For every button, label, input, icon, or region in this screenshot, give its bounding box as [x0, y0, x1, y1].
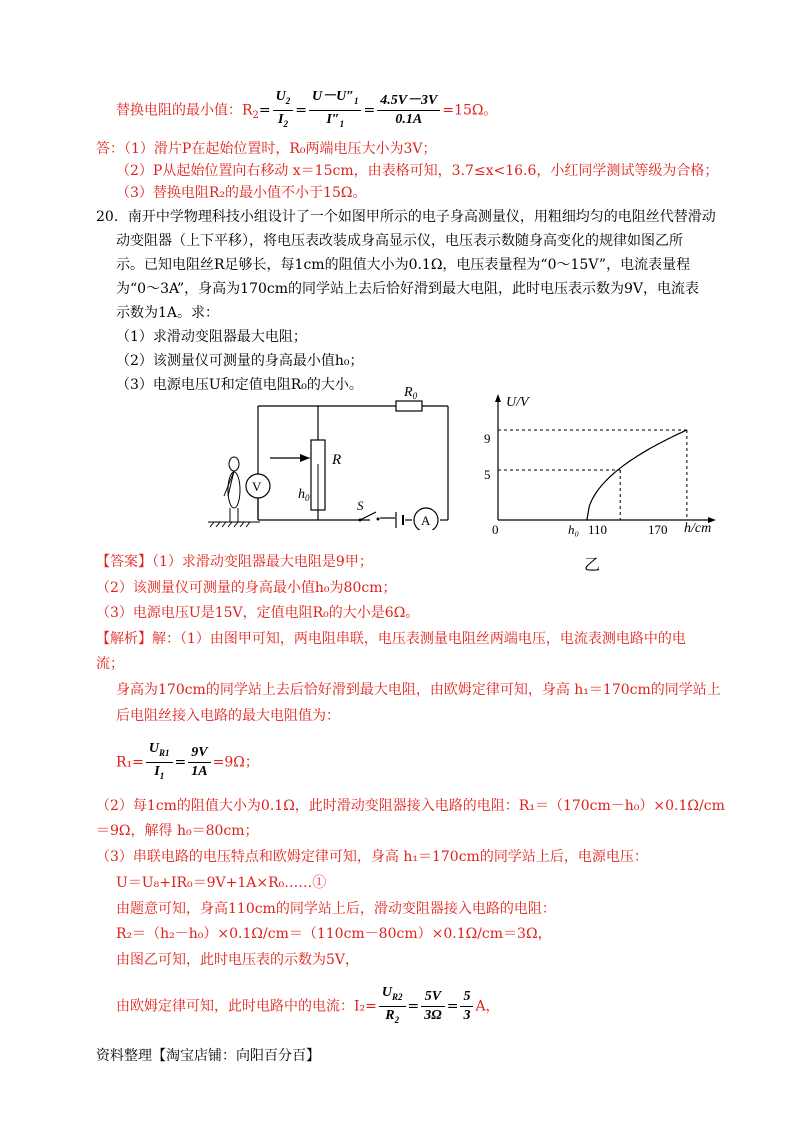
h0-label: $h_0$: [298, 487, 310, 503]
fraction-numeric: [377, 92, 440, 129]
frac-num: 5: [460, 988, 473, 1007]
ground-hatch: [208, 522, 260, 527]
sub: 2: [252, 110, 259, 122]
x-axis-label: h/cm: [684, 521, 712, 536]
frac-den-sub: 1: [159, 770, 165, 781]
fraction-ur2-r2: [379, 984, 406, 1029]
frac-num: U: [275, 89, 286, 104]
r1-result: =9Ω；: [212, 754, 259, 771]
ammeter-label: A: [421, 513, 431, 528]
fraction-5v-3ohm: [421, 988, 444, 1025]
question-20-line-4: 为“0～3A”，身高为170cm的同学站上去后恰好滑到最大电阻，此时电压表示数为9V，电流表: [116, 281, 700, 297]
part-2-line-2: ＝9Ω，解得 h₀＝80cm；: [96, 823, 259, 839]
frac-den-sub: 2: [394, 1014, 400, 1025]
question-20-line-2: 动变阻器（上下平移），将电压表改装成身高显示仪，电压表示数随身高变化的规律如图乙所: [116, 233, 683, 249]
frac-den: 3Ω: [424, 1007, 442, 1023]
fraction-ur1-i1: [146, 740, 173, 785]
min-resistance-result: =15Ω。: [442, 102, 498, 119]
x-tick-170: 170: [648, 522, 668, 537]
switch-blade: [360, 512, 376, 520]
frac-num: U: [148, 741, 160, 756]
frac-num: U: [381, 985, 392, 1000]
r1-label: R₁=: [116, 754, 144, 771]
r0-resistor: [396, 401, 422, 411]
frac-den: I: [154, 763, 160, 779]
part-3-line-5: 由图乙可知，此时电压表的示数为5V，: [116, 952, 360, 968]
i2-formula: 由欧姆定律可知，此时电路中的电流：I₂= $\frac{U_{R2}}{R_2}$ = $\frac{5V}{3\Omega}$ = $\frac{5}{3}$ A，: [116, 984, 500, 1029]
graph-caption: 乙: [584, 557, 601, 574]
analysis-line-1: 【解析】解：（1）由图甲可知，两电阻串联，电压表测量电阻丝两端电压，电流表测电路中的电: [96, 631, 686, 647]
part-3-line-3: 由题意可知，身高110cm的同学站上后，滑动变阻器接入电路的电阻：: [116, 901, 556, 917]
question-20-line-3: 示。已知电阻丝R足够长，每1cm的阻值大小为0.1Ω，电压表量程为“0～15V”，电流表量程: [116, 257, 691, 273]
sub-question-3: （3）电源电压U和定值电阻R₀的大小。: [116, 377, 363, 393]
frac-den: 1A: [191, 763, 208, 779]
answer-prev-line-1: 答：（1）滑片P在起始位置时，R₀两端电压大小为3V；: [96, 141, 437, 157]
y-tick-9: 9: [484, 431, 491, 446]
fraction-u2-i2: [273, 88, 294, 133]
frac-den: 0.1A: [395, 111, 423, 127]
r1-formula: R₁= $\frac{U_{R1}}{I_1}$ = $\frac{9V}{1A}$ =9Ω；: [116, 740, 259, 785]
y-axis-arrow-icon: [495, 394, 501, 402]
analysis-line-2: 流；: [96, 656, 124, 672]
frac-num: 5V: [421, 988, 444, 1007]
frac-den-sub: 2: [283, 118, 288, 129]
frac-num-sub: R2: [392, 991, 403, 1002]
frac-den: 3: [463, 1007, 471, 1023]
answer-prev-line-3: （3）替换电阻R₂的最小值不小于15Ω。: [116, 185, 367, 201]
frac-den: I″: [326, 111, 340, 127]
frac-den: R: [385, 1007, 395, 1023]
part-2-line-1: （2）每1cm的阻值大小为0.1Ω，此时滑动变阻器接入电路的电阻：R₁＝（170cm－h₀）×0.1Ω/cm: [96, 798, 725, 814]
y-tick-5: 5: [484, 467, 491, 482]
y-axis-label: U/V: [506, 395, 529, 410]
analysis-line-3: 身高为170cm的同学站上去后恰好滑到最大电阻，由欧姆定律可知，身高 h₁＝170cm的同学站上: [116, 682, 721, 698]
x-tick-origin: 0: [492, 522, 499, 537]
voltmeter-label: V: [252, 479, 262, 494]
min-resistance-label: 替换电阻的最小值：R: [116, 102, 253, 119]
circuit-diagram: [200, 380, 460, 530]
fraction-9v-1a: [188, 744, 210, 781]
x-tick-h0: h₀: [568, 522, 580, 537]
x-tick-110: 110: [588, 522, 608, 537]
voltage-curve: [587, 430, 687, 520]
person-icon: [224, 457, 240, 522]
frac-num-sub: R1: [159, 747, 170, 758]
fraction-5-3: [460, 988, 473, 1025]
r0-label: $R_0$: [404, 385, 418, 401]
switch-label: S: [357, 498, 364, 513]
frac-num: U－U″: [312, 89, 354, 104]
frac-num: 9V: [188, 744, 210, 763]
r-label: R: [332, 452, 342, 468]
frac-den: I: [277, 111, 284, 127]
frac-num-sub: 2: [285, 95, 291, 106]
voltage-height-graph: [480, 388, 740, 578]
question-20-line-5: 示数为1A。求：: [116, 305, 220, 321]
answer-line-1: 【答案】（1）求滑动变阻器最大电阻是9甲；: [96, 554, 373, 570]
analysis-line-4: 后电阻丝接入电路的最大电阻值为：: [116, 708, 340, 724]
fraction-u-diff: [309, 88, 361, 133]
question-20-line-1: 20．南开中学物理科技小组设计了一个如图甲所示的电子身高测量仪，用粗细均匀的电阻丝代替滑动: [96, 209, 716, 225]
frac-den-sub: 1: [339, 118, 345, 129]
footer-text: 资料整理【淘宝店铺：向阳百分百】: [96, 1048, 320, 1064]
answer-line-3: （3）电源电压U是15V，定值电阻R₀的大小是6Ω。: [96, 605, 420, 621]
sub-question-2: （2）该测量仪可测量的身高最小值h₀；: [116, 353, 364, 369]
part-3-line-1: （3）串联电路的电压特点和欧姆定律可知，身高 h₁＝170cm的同学站上后，电源电压：: [96, 849, 648, 865]
answer-line-2: （2）该测量仪可测量的身高最小值h₀为80cm；: [96, 580, 397, 596]
answer-prev-line-2: （2）P从起始位置向右移动 x＝15cm，由表格可知，3.7≤x<16.6，小红同学测试等级为合格；: [116, 163, 719, 179]
circuit-wires: [258, 406, 448, 520]
i2-label: 由欧姆定律可知，此时电路中的电流：I₂=: [116, 998, 377, 1015]
sub-question-1: （1）求滑动变阻器最大电阻；: [116, 329, 307, 345]
part-3-line-2: U＝U₈+IR₀＝9V+1A×R₀……①: [116, 875, 327, 891]
frac-num: 4.5V－3V: [377, 92, 440, 111]
part-3-line-4: R₂＝（h₂－h₀）×0.1Ω/cm＝（110cm－80cm）×0.1Ω/cm＝3Ω，: [116, 926, 552, 942]
i2-unit: A，: [475, 998, 500, 1015]
frac-num-sub: 1: [353, 95, 359, 106]
min-resistance-line: 替换电阻的最小值：$R_2=$ $\frac{U_2}{I_2}$ = $\frac{U-U''_1}{I''_1}$ = $\frac{4.5V-3V}{0.1A}$ =15Ω。: [116, 88, 498, 133]
